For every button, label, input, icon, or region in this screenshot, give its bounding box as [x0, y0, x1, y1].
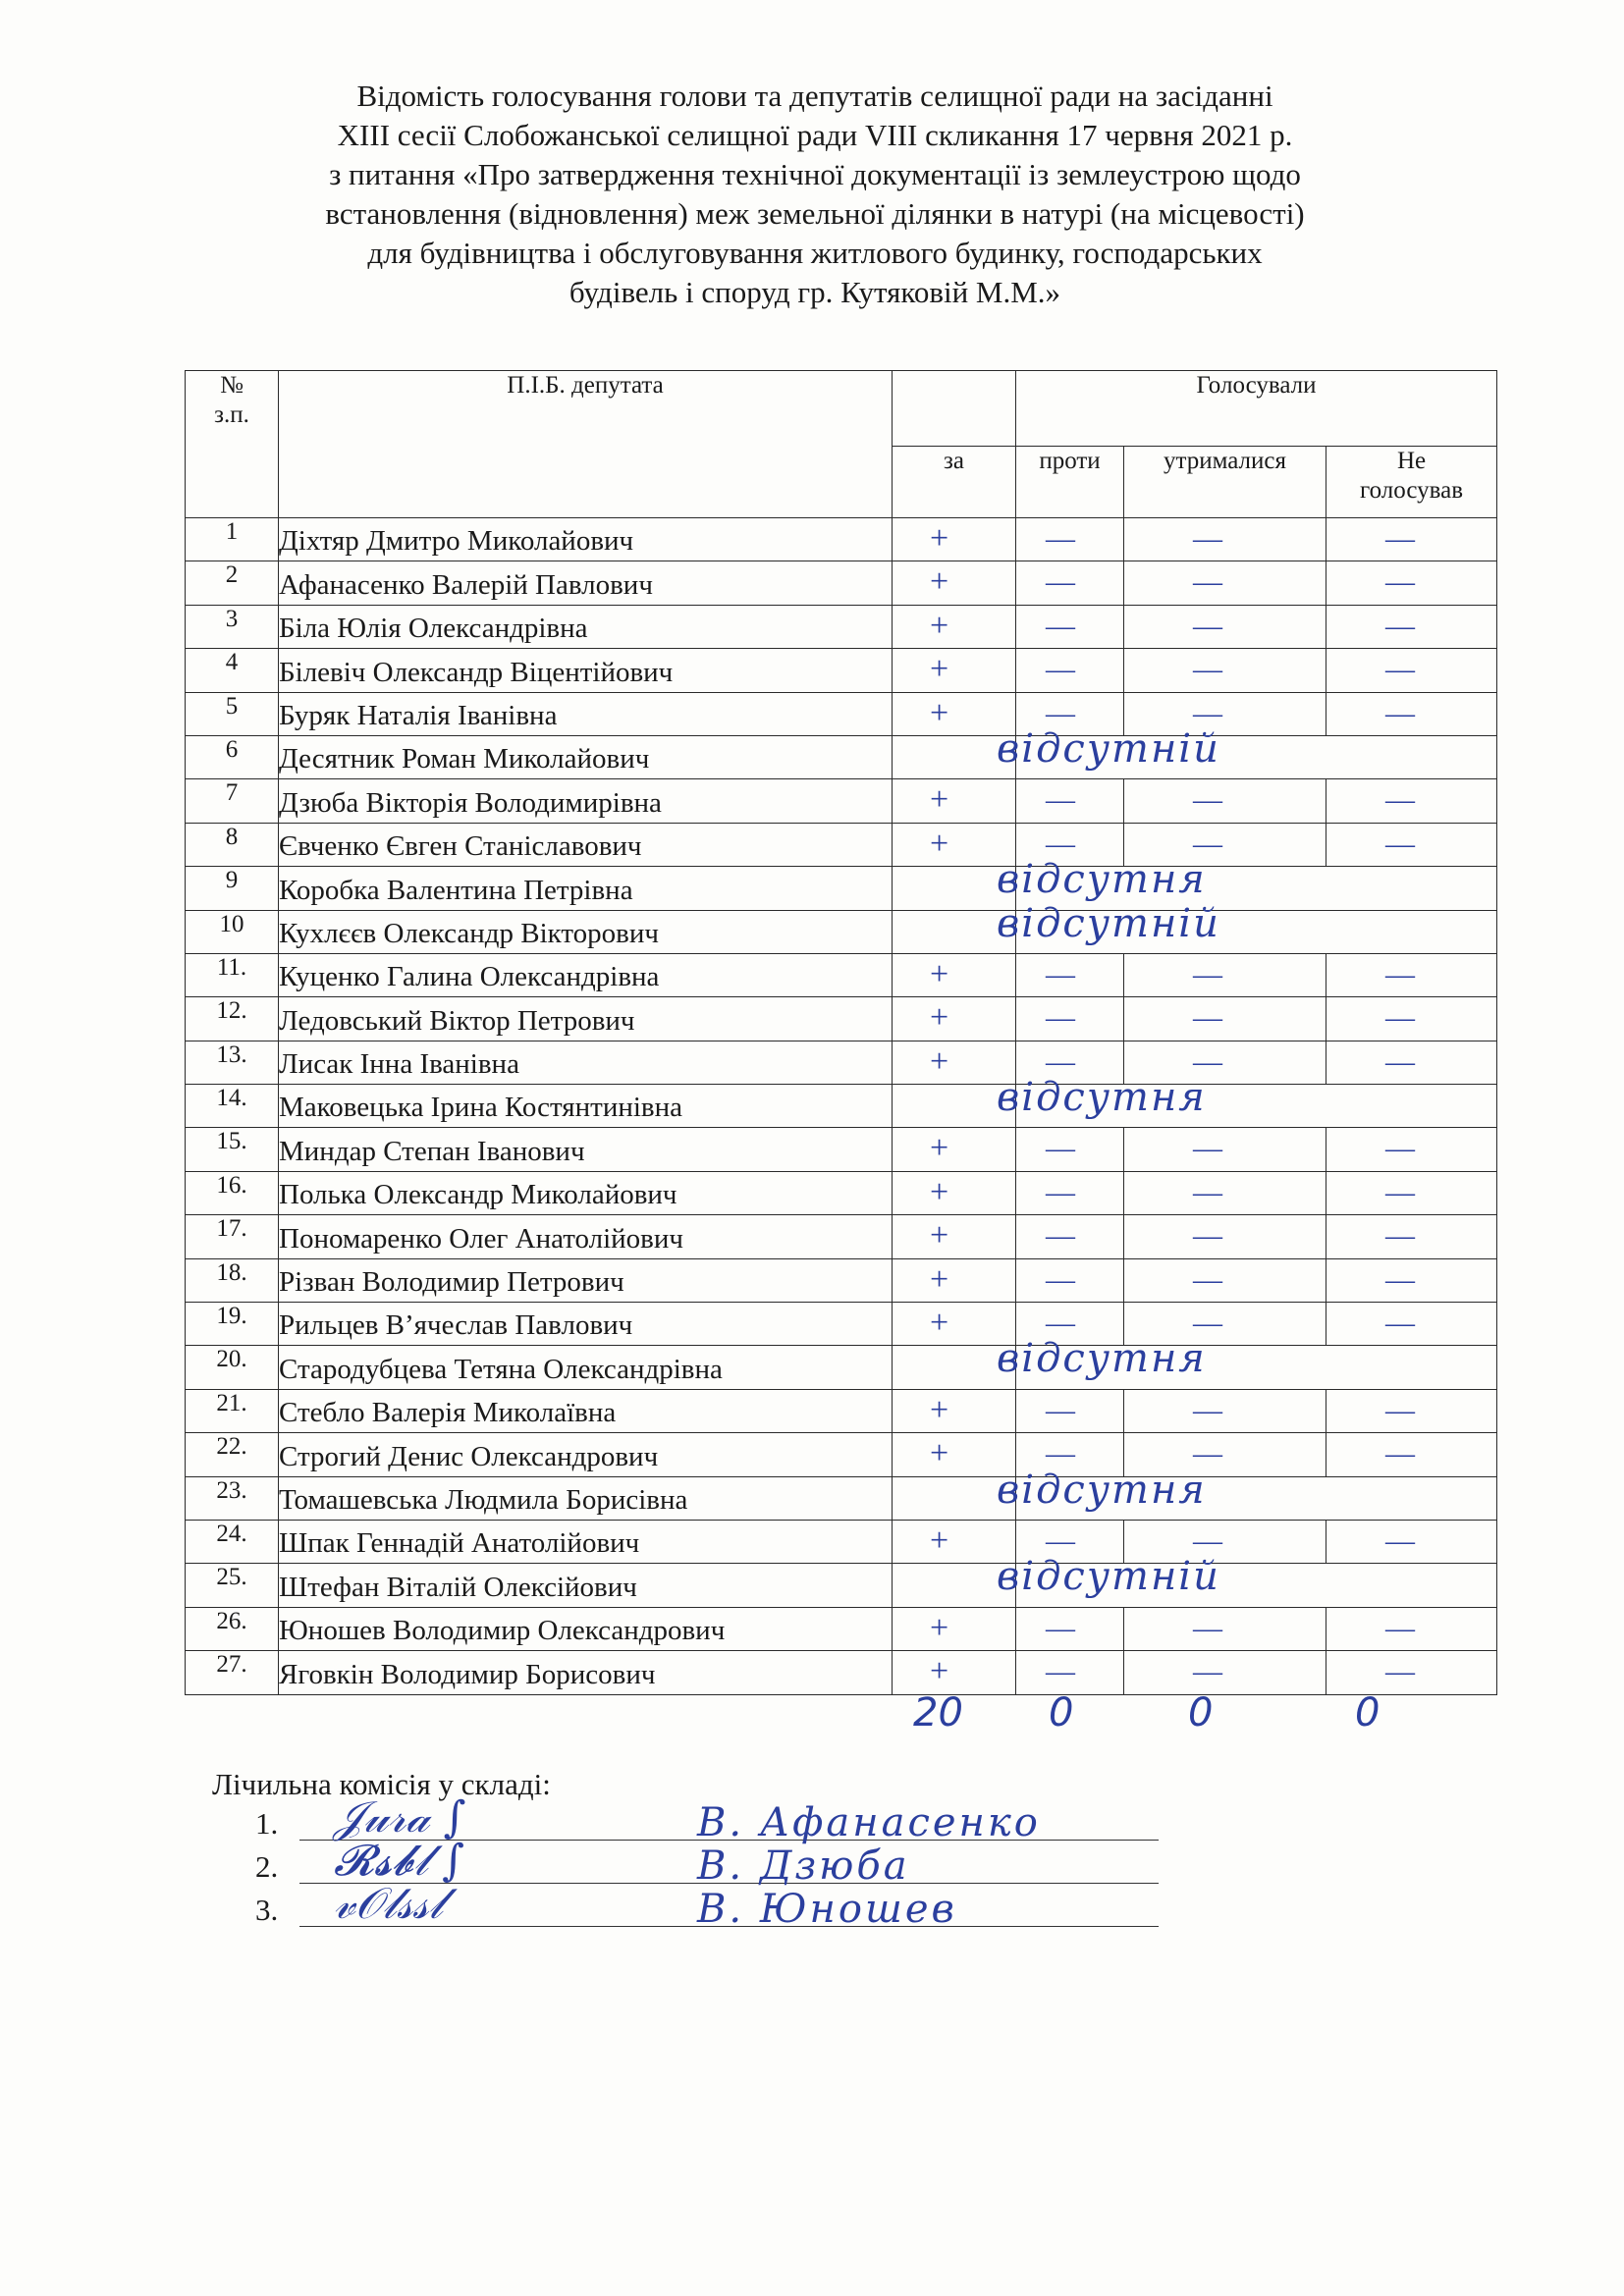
- table-row: [186, 1651, 1497, 1694]
- dash-mark: —: [1385, 1307, 1415, 1340]
- vote-not-voted-cell: [1326, 823, 1497, 866]
- vote-against-cell: [1016, 953, 1124, 996]
- dash-mark: —: [1046, 1262, 1075, 1296]
- dash-mark: —: [1385, 827, 1415, 860]
- dash-mark: —: [1385, 1132, 1415, 1165]
- vote-for-cell: [893, 605, 1016, 648]
- vote-not-voted-cell: [1326, 1607, 1497, 1650]
- table-row: [186, 1607, 1497, 1650]
- dash-mark: —: [1046, 827, 1075, 860]
- deputy-name: Різван Володимир Петрович: [279, 1258, 893, 1302]
- vote-against-cell: [1016, 561, 1124, 605]
- heading-line: з питання «Про затвердження технічної документації із землеустрою щодо: [329, 157, 1301, 191]
- table-row: [186, 692, 1497, 735]
- deputy-name: Буряк Наталія Іванівна: [279, 692, 893, 735]
- vote-abstained-cell: [1124, 1215, 1326, 1258]
- deputy-name: Полька Олександр Миколайович: [279, 1171, 893, 1214]
- vote-against-cell: [1016, 605, 1124, 648]
- table-row: [186, 1128, 1497, 1171]
- row-number: 19.: [186, 1303, 279, 1346]
- vote-abstained-cell: [1124, 1389, 1326, 1432]
- plus-mark: +: [930, 999, 949, 1037]
- row-number: 11.: [186, 953, 279, 996]
- vote-not-voted-cell: [1326, 1128, 1497, 1171]
- table-row: [186, 1433, 1497, 1476]
- deputy-name: Лисак Інна Іванівна: [279, 1041, 893, 1084]
- vote-abstained-cell: [1124, 953, 1326, 996]
- row-number: 26.: [186, 1607, 279, 1650]
- plus-mark: +: [930, 1391, 949, 1428]
- vote-for-cell: [893, 1171, 1016, 1214]
- plus-mark: +: [930, 607, 949, 644]
- deputy-name: Штефан Віталій Олексійович: [279, 1564, 893, 1607]
- member-name: В. Дзюба: [697, 1843, 910, 1889]
- row-number: 10: [186, 910, 279, 953]
- row-number: 14.: [186, 1085, 279, 1128]
- signature-scribble: 𝓋𝒪𝓁𝓈𝓈𝓁: [334, 1879, 444, 1929]
- dash-mark: —: [1046, 696, 1075, 729]
- vote-against-cell: [1016, 1651, 1124, 1694]
- vote-not-voted-cell: [1326, 518, 1497, 561]
- row-number: 3: [186, 605, 279, 648]
- table-row: [186, 1520, 1497, 1563]
- plus-mark: +: [930, 563, 949, 601]
- dash-mark: —: [1046, 1523, 1075, 1557]
- vote-abstained-cell: [1124, 1258, 1326, 1302]
- vote-abstained-cell: [1124, 997, 1326, 1041]
- dash-mark: —: [1385, 1219, 1415, 1253]
- plus-mark: +: [930, 825, 949, 862]
- signature-scribble: 𝒥𝓊𝓇𝒶 ∫: [334, 1792, 466, 1842]
- vote-for-cell: [893, 1258, 1016, 1302]
- vote-for-cell: [893, 997, 1016, 1041]
- plus-mark: +: [930, 1042, 949, 1080]
- table-row: [186, 1041, 1497, 1084]
- dash-mark: —: [1046, 1001, 1075, 1035]
- absent-cell: [997, 1467, 1497, 1520]
- member-name: В. Афанасенко: [697, 1800, 1041, 1845]
- header-not-voted-line2: голосував: [1359, 477, 1464, 504]
- deputy-name: Кухлєєв Олександр Вікторович: [279, 910, 893, 953]
- header-name: П.І.Б. депутата: [279, 371, 893, 518]
- vote-not-voted-cell: [1326, 1215, 1497, 1258]
- vote-abstained-cell: [1124, 561, 1326, 605]
- row-number: 2: [186, 561, 279, 605]
- table-row: [186, 910, 1497, 953]
- dash-mark: —: [1193, 957, 1222, 990]
- deputy-name: Дзюба Вікторія Володимирівна: [279, 779, 893, 823]
- total-against: 0: [1049, 1690, 1074, 1735]
- vote-for-cell: [893, 649, 1016, 692]
- table-row: [186, 1171, 1497, 1214]
- dash-mark: —: [1193, 1044, 1222, 1078]
- header-abstained: утрималися: [1124, 447, 1326, 518]
- vote-abstained-cell: [1124, 1128, 1326, 1171]
- vote-not-voted-cell: [1326, 1258, 1497, 1302]
- plus-mark: +: [930, 1609, 949, 1646]
- deputy-name: Ледовський Віктор Петрович: [279, 997, 893, 1041]
- dash-mark: —: [1385, 1523, 1415, 1557]
- deputy-name: Діхтяр Дмитро Миколайович: [279, 518, 893, 561]
- vote-not-voted-cell: [1326, 649, 1497, 692]
- vote-for-cell: [893, 953, 1016, 996]
- deputy-name: Шпак Геннадій Анатолійович: [279, 1520, 893, 1563]
- signature-scribble: 𝓡𝓼𝓫𝓁 ∫: [334, 1836, 465, 1886]
- table-row: [186, 1258, 1497, 1302]
- dash-mark: —: [1385, 1044, 1415, 1078]
- dash-mark: —: [1046, 957, 1075, 990]
- header-number: [186, 371, 279, 518]
- dash-mark: —: [1046, 1655, 1075, 1688]
- deputy-name: Стебло Валерія Миколаївна: [279, 1389, 893, 1432]
- deputy-name: Білевіч Олександр Віцентійович: [279, 649, 893, 692]
- vote-against-cell: [1016, 779, 1124, 823]
- dash-mark: —: [1385, 1611, 1415, 1644]
- row-number: 23.: [186, 1476, 279, 1520]
- vote-abstained-cell: [1124, 1651, 1326, 1694]
- deputy-name: Стародубцева Тетяна Олександрівна: [279, 1346, 893, 1389]
- dash-mark: —: [1046, 522, 1075, 555]
- deputy-name: Строгий Денис Олександрович: [279, 1433, 893, 1476]
- deputy-name: Афанасенко Валерій Павлович: [279, 561, 893, 605]
- header-not-voted-line1: Не: [1396, 448, 1427, 474]
- row-number: 16.: [186, 1171, 279, 1214]
- absent-cell: [997, 1075, 1497, 1128]
- plus-mark: +: [930, 1217, 949, 1255]
- dash-mark: —: [1385, 1175, 1415, 1208]
- row-number: 25.: [186, 1564, 279, 1607]
- dash-mark: —: [1193, 1307, 1222, 1340]
- header-voted: Голосували: [1016, 371, 1497, 447]
- vote-not-voted-cell: [1326, 692, 1497, 735]
- vote-for-cell: [893, 1389, 1016, 1432]
- total-abstained: 0: [1188, 1690, 1214, 1735]
- vote-not-voted-cell: [1326, 605, 1497, 648]
- commission-member: [255, 1879, 1159, 1936]
- deputy-name: Євченко Євген Станіславович: [279, 823, 893, 866]
- deputy-name: Коробка Валентина Петрівна: [279, 867, 893, 910]
- table-row: [186, 1476, 1497, 1520]
- dash-mark: —: [1046, 1307, 1075, 1340]
- vote-against-cell: [1016, 1258, 1124, 1302]
- dash-mark: —: [1193, 1393, 1222, 1426]
- dash-mark: —: [1385, 1001, 1415, 1035]
- absent-cell: [997, 1336, 1497, 1389]
- vote-against-cell: [1016, 1215, 1124, 1258]
- vote-not-voted-cell: [1326, 1433, 1497, 1476]
- row-number: 8: [186, 823, 279, 866]
- heading-line: будівель і споруд гр. Кутяковій М.М.»: [568, 275, 1061, 309]
- vote-for-cell: [893, 1607, 1016, 1650]
- header-against: проти: [1016, 447, 1124, 518]
- dash-mark: —: [1046, 783, 1075, 817]
- absent-cell: [997, 900, 1497, 953]
- row-number: 13.: [186, 1041, 279, 1084]
- total-for: 20: [913, 1690, 963, 1735]
- dash-mark: —: [1193, 1611, 1222, 1644]
- header-blank: [893, 371, 1016, 447]
- heading-line: для будівництва і обслуговування житлового будинку, господарських: [367, 236, 1263, 270]
- row-number: 9: [186, 867, 279, 910]
- dash-mark: —: [1193, 522, 1222, 555]
- dash-mark: —: [1193, 653, 1222, 686]
- vote-against-cell: [1016, 1171, 1124, 1214]
- dash-mark: —: [1385, 1262, 1415, 1296]
- dash-mark: —: [1193, 1655, 1222, 1688]
- commission-list: [255, 1792, 1159, 1936]
- table-row: [186, 1346, 1497, 1389]
- vote-for-cell: [893, 1215, 1016, 1258]
- dash-mark: —: [1193, 1001, 1222, 1035]
- table-row: [186, 1303, 1497, 1346]
- table-row: [186, 649, 1497, 692]
- dash-mark: —: [1385, 1655, 1415, 1688]
- dash-mark: —: [1046, 1219, 1075, 1253]
- vote-not-voted-cell: [1326, 953, 1497, 996]
- table-row: [186, 561, 1497, 605]
- row-number: 21.: [186, 1389, 279, 1432]
- vote-against-cell: [1016, 1128, 1124, 1171]
- absent-note: відсутня: [997, 1467, 1207, 1513]
- vote-against-cell: [1016, 997, 1124, 1041]
- deputy-name: Рильцев В’ячеслав Павлович: [279, 1303, 893, 1346]
- plus-mark: +: [930, 1305, 949, 1342]
- absent-note: відсутній: [997, 900, 1220, 946]
- table-row: [186, 1085, 1497, 1128]
- vote-abstained-cell: [1124, 605, 1326, 648]
- row-number: 12.: [186, 997, 279, 1041]
- plus-mark: +: [930, 1435, 949, 1472]
- row-number: 24.: [186, 1520, 279, 1563]
- vote-not-voted-cell: [1326, 1389, 1497, 1432]
- plus-mark: +: [930, 651, 949, 688]
- dash-mark: —: [1193, 565, 1222, 599]
- table-row: [186, 953, 1497, 996]
- header-number-line1: №: [220, 372, 244, 399]
- dash-mark: —: [1046, 1393, 1075, 1426]
- dash-mark: —: [1046, 1437, 1075, 1470]
- plus-mark: +: [930, 1173, 949, 1210]
- vote-not-voted-cell: [1326, 1303, 1497, 1346]
- vote-for-cell: [893, 779, 1016, 823]
- table-row: [186, 1215, 1497, 1258]
- member-name: В. Юношев: [697, 1887, 957, 1932]
- plus-mark: +: [930, 694, 949, 731]
- dash-mark: —: [1193, 1437, 1222, 1470]
- vote-not-voted-cell: [1326, 561, 1497, 605]
- header-for: за: [893, 447, 1016, 518]
- row-number: 17.: [186, 1215, 279, 1258]
- table-row: [186, 823, 1497, 866]
- deputy-name: Пономаренко Олег Анатолійович: [279, 1215, 893, 1258]
- deputy-name: Маковецька Ірина Костянтинівна: [279, 1085, 893, 1128]
- table-row: [186, 518, 1497, 561]
- row-number: 7: [186, 779, 279, 823]
- dash-mark: —: [1385, 957, 1415, 990]
- dash-mark: —: [1193, 1132, 1222, 1165]
- document-heading: [177, 77, 1453, 312]
- dash-mark: —: [1046, 1132, 1075, 1165]
- vote-abstained-cell: [1124, 649, 1326, 692]
- dash-mark: —: [1046, 609, 1075, 642]
- dash-mark: —: [1385, 1437, 1415, 1470]
- vote-for-cell: [893, 1128, 1016, 1171]
- dash-mark: —: [1193, 1523, 1222, 1557]
- heading-line: Відомість голосування голови та депутатів селищної ради на засіданні: [356, 79, 1273, 113]
- vote-abstained-cell: [1124, 1171, 1326, 1214]
- absent-note: відсутня: [997, 857, 1207, 903]
- vote-against-cell: [1016, 518, 1124, 561]
- table-row: [186, 735, 1497, 778]
- deputy-name: Десятник Роман Миколайович: [279, 735, 893, 778]
- table-row: [186, 867, 1497, 910]
- vote-not-voted-cell: [1326, 1041, 1497, 1084]
- dash-mark: —: [1193, 1219, 1222, 1253]
- member-index: 2.: [255, 1849, 279, 1884]
- total-not-voted: 0: [1355, 1690, 1380, 1735]
- vote-abstained-cell: [1124, 518, 1326, 561]
- member-index: 1.: [255, 1806, 279, 1841]
- row-number: 6: [186, 735, 279, 778]
- vote-not-voted-cell: [1326, 1651, 1497, 1694]
- vote-abstained-cell: [1124, 1607, 1326, 1650]
- plus-mark: +: [930, 1130, 949, 1167]
- dash-mark: —: [1193, 783, 1222, 817]
- deputy-name: Миндар Степан Іванович: [279, 1128, 893, 1171]
- heading-line: встановлення (відновлення) меж земельної ділянки в натурі (на місцевості): [325, 196, 1305, 231]
- deputy-name: Куценко Галина Олександрівна: [279, 953, 893, 996]
- absent-cell: [997, 1554, 1497, 1607]
- plus-mark: +: [930, 1653, 949, 1690]
- plus-mark: +: [930, 781, 949, 819]
- deputy-name: Яговкін Володимир Борисович: [279, 1651, 893, 1694]
- deputy-name: Томашевська Людмила Борисівна: [279, 1476, 893, 1520]
- plus-mark: +: [930, 955, 949, 992]
- dash-mark: —: [1385, 783, 1415, 817]
- vote-against-cell: [1016, 1389, 1124, 1432]
- voting-rows: [186, 518, 1497, 1695]
- vote-not-voted-cell: [1326, 779, 1497, 823]
- vote-for-cell: [893, 518, 1016, 561]
- absent-cell: [997, 725, 1497, 778]
- deputy-name: Біла Юлія Олександрівна: [279, 605, 893, 648]
- absent-note: відсутній: [997, 1554, 1220, 1600]
- row-number: 27.: [186, 1651, 279, 1694]
- row-number: 4: [186, 649, 279, 692]
- dash-mark: —: [1385, 653, 1415, 686]
- row-number: 5: [186, 692, 279, 735]
- row-number: 22.: [186, 1433, 279, 1476]
- vote-abstained-cell: [1124, 779, 1326, 823]
- absent-note: відсутня: [997, 1336, 1207, 1382]
- plus-mark: +: [930, 520, 949, 557]
- row-number: 15.: [186, 1128, 279, 1171]
- absent-note: відсутній: [997, 725, 1220, 772]
- plus-mark: +: [930, 1522, 949, 1559]
- commission-title: Лічильна комісія у складі:: [212, 1767, 551, 1801]
- vote-for-cell: [893, 561, 1016, 605]
- header-number-line2: з.п.: [214, 401, 249, 428]
- vote-against-cell: [1016, 1607, 1124, 1650]
- table-row: [186, 779, 1497, 823]
- dash-mark: —: [1385, 609, 1415, 642]
- dash-mark: —: [1193, 609, 1222, 642]
- dash-mark: —: [1385, 565, 1415, 599]
- table-row: [186, 1389, 1497, 1432]
- dash-mark: —: [1193, 827, 1222, 860]
- vote-not-voted-cell: [1326, 1171, 1497, 1214]
- voting-table: [185, 370, 1497, 1695]
- vote-not-voted-cell: [1326, 997, 1497, 1041]
- row-number: 18.: [186, 1258, 279, 1302]
- table-row: [186, 1564, 1497, 1607]
- row-number: 1: [186, 518, 279, 561]
- table-row: [186, 997, 1497, 1041]
- dash-mark: —: [1385, 522, 1415, 555]
- vote-for-cell: [893, 1651, 1016, 1694]
- dash-mark: —: [1385, 696, 1415, 729]
- heading-line: XIII сесії Слобожанської селищної ради VIII скликання 17 червня 2021 р.: [337, 118, 1293, 152]
- dash-mark: —: [1046, 1175, 1075, 1208]
- dash-mark: —: [1046, 653, 1075, 686]
- absent-note: відсутня: [997, 1075, 1207, 1121]
- plus-mark: +: [930, 1260, 949, 1298]
- dash-mark: —: [1046, 565, 1075, 599]
- header-not-voted: [1326, 447, 1497, 518]
- dash-mark: —: [1046, 1044, 1075, 1078]
- vote-not-voted-cell: [1326, 1520, 1497, 1563]
- member-index: 3.: [255, 1893, 279, 1927]
- dash-mark: —: [1193, 1262, 1222, 1296]
- dash-mark: —: [1193, 1175, 1222, 1208]
- row-number: 20.: [186, 1346, 279, 1389]
- dash-mark: —: [1193, 696, 1222, 729]
- dash-mark: —: [1046, 1611, 1075, 1644]
- vote-against-cell: [1016, 649, 1124, 692]
- dash-mark: —: [1385, 1393, 1415, 1426]
- deputy-name: Юношев Володимир Олександрович: [279, 1607, 893, 1650]
- table-row: [186, 605, 1497, 648]
